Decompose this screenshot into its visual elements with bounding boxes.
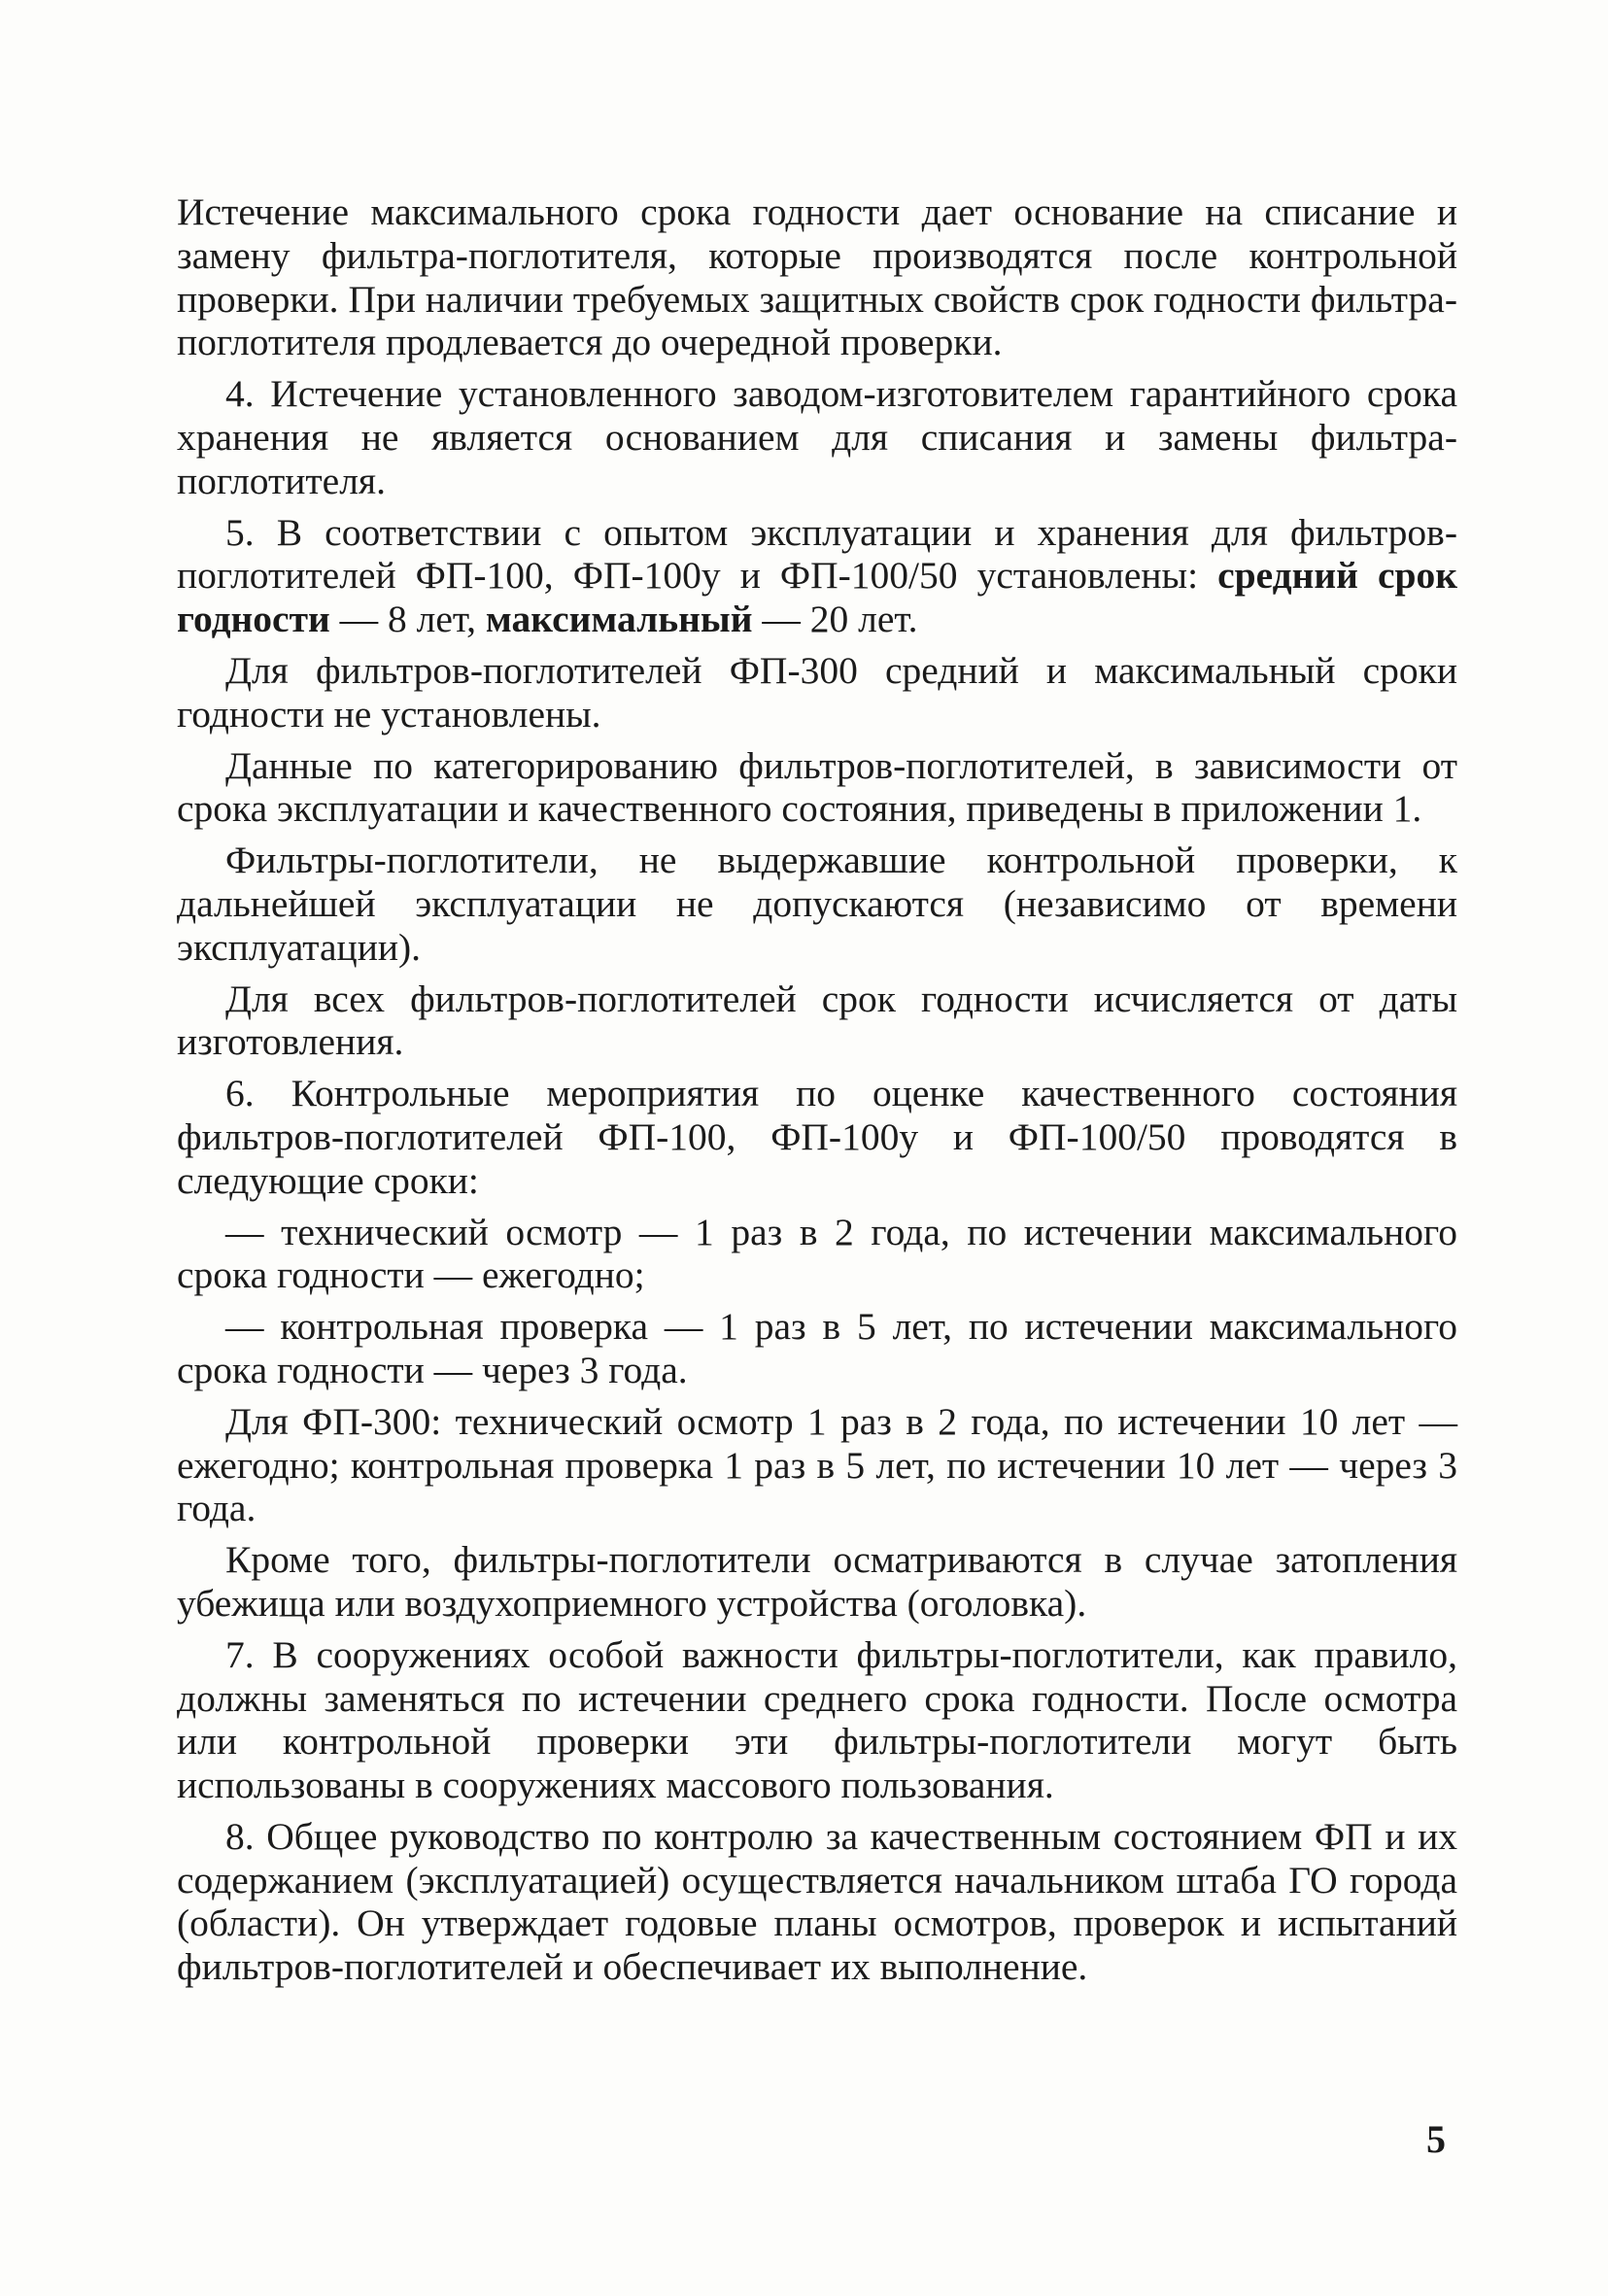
list-item-technical-inspection: — технический осмотр — 1 раз в 2 года, по истечении максимального срока годности — ежегодно;: [177, 1210, 1457, 1297]
item-5-text-c: — 20 лет.: [752, 598, 918, 641]
paragraph-fp300-schedule: Для ФП-300: технический осмотр 1 раз в 2 года, по истечении 10 лет — ежегодно; контрольная проверка 1 раз в 5 лет, по истечении 10 лет — через 3 года.: [177, 1399, 1457, 1530]
item-5-bold-average-term: средний срок годности: [177, 554, 1457, 641]
paragraph-item-8: 8. Общее руководство по контролю за качественным состоянием ФП и их содержанием (эксплуатацией) осуществляется начальником штаба ГО города (области). Он утверждает годовые планы осмотров, проверок и испытаний фильтров-поглотителей и обеспечивает их выполнение.: [177, 1814, 1457, 1989]
paragraph-flooding-inspection: Кроме того, фильтры-поглотители осматриваются в случае затопления убежища или воздухоприемного устройства (оголовка).: [177, 1538, 1457, 1625]
list-item-control-check: — контрольная проверка — 1 раз в 5 лет, по истечении максимального срока годности — через 3 года.: [177, 1305, 1457, 1391]
paragraph-shelf-life-expiry: Истечение максимального срока годности дает основание на списание и замену фильтра-поглотителя, которые производятся после контрольной проверки. При наличии требуемых защитных свойств срок годности фильтра-поглотителя продлевается до очередной проверки.: [177, 190, 1457, 364]
paragraph-fp300-terms: Для фильтров-поглотителей ФП-300 средний и максимальный сроки годности не установлены.: [177, 648, 1457, 736]
paragraph-item-6: 6. Контрольные мероприятия по оценке качественного состояния фильтров-поглотителей ФП-100, ФП-100у и ФП-100/50 проводятся в следующие сроки:: [177, 1072, 1457, 1202]
paragraph-item-7: 7. В сооружениях особой важности фильтры-поглотители, как правило, должны заменяться по истечении среднего срока годности. После осмотра или контрольной проверки эти фильтры-поглотители могут быть использованы в сооружениях массового пользования.: [177, 1632, 1457, 1807]
paragraph-failed-check: Фильтры-поглотители, не выдержавшие контрольной проверки, к дальнейшей эксплуатации не допускаются (независимо от времени эксплуатации).: [177, 839, 1457, 969]
item-5-bold-maximum: максимальный: [485, 598, 753, 641]
item-5-text-b: — 8 лет,: [329, 598, 486, 641]
paragraph-item-5: [177, 511, 1457, 641]
paragraph-term-calculation: Для всех фильтров-поглотителей срок годности исчисляется от даты изготовления.: [177, 977, 1457, 1064]
item-5-text-a: 5. В соответствии с опытом эксплуатации и хранения для фильтров-поглотителей ФП-100, ФП-100у и ФП-100/50 установлены:: [177, 510, 1457, 598]
paragraph-categorization: Данные по категорированию фильтров-поглотителей, в зависимости от срока эксплуатации и качественного состояния, приведены в приложении 1.: [177, 743, 1457, 831]
document-body: [177, 190, 1457, 1997]
page-number: 5: [1426, 2117, 1446, 2161]
paragraph-item-4: 4. Истечение установленного заводом-изготовителем гарантийного срока хранения не является основанием для списания и замены фильтра-поглотителя.: [177, 372, 1457, 502]
